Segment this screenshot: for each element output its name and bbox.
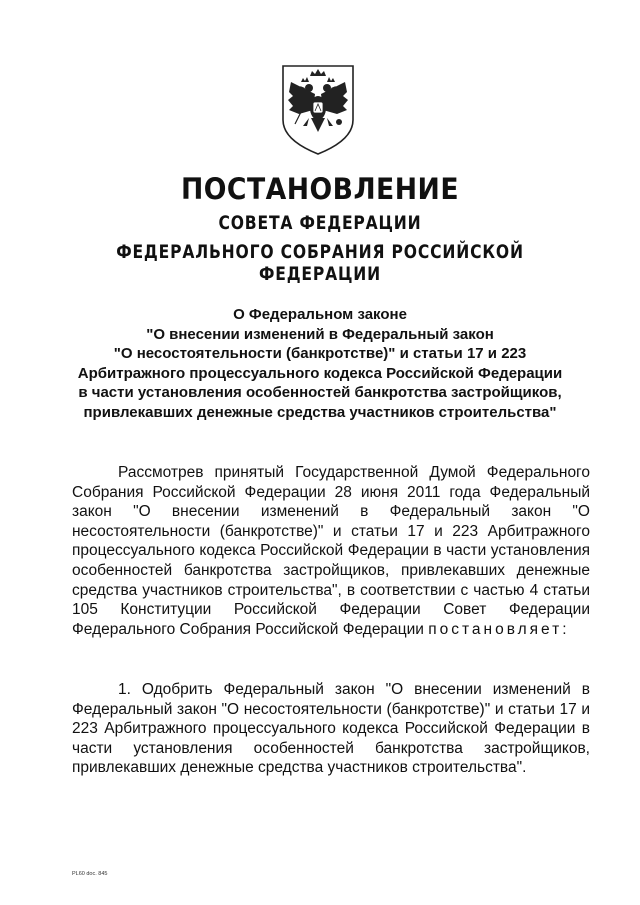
document-issuer-line2: ФЕДЕРАЛЬНОГО СОБРАНИЯ РОССИЙСКОЙ ФЕДЕРАЦИИ bbox=[116, 241, 524, 285]
subject-line: в части установления особенностей банкротства застройщиков, bbox=[78, 384, 562, 401]
body-paragraph-preamble bbox=[72, 463, 590, 639]
document-title: ПОСТАНОВЛЕНИЕ bbox=[180, 172, 460, 206]
document-subject bbox=[40, 305, 600, 422]
subject-line: "О несостоятельности (банкротстве)" и статьи 17 и 223 bbox=[113, 345, 527, 362]
document-code: PL60 doc. 845 bbox=[72, 871, 108, 877]
coat-of-arms-emblem-icon bbox=[279, 62, 357, 156]
resolution-verb: постановляет: bbox=[428, 620, 570, 638]
preamble-text: Рассмотрев принятый Государственной Думой Федерального Собрания Российской Федерации 28 июня 2011 года Федеральный закон "О внесении изменений в Федеральный закон "О несостоятельности (банкротстве)" и статьи 17 и 223 Арбитражного процессуального кодекса Российской Федерации в части установления особенностей банкротства застройщиков, привлекавших денежные средства участников строительства", в соответствии с частью 4 статьи 105 Конституции Российской Федерации Совет Федерации Федерального Собрания Российской Федерации bbox=[72, 464, 590, 638]
body-paragraph-item-1: 1. Одобрить Федеральный закон "О внесении изменений в Федеральный закон "О несостоятельности (банкротстве)" и статьи 17 и 223 Арбитражного процессуального кодекса Российской Федерации в части установления особенностей банкротства застройщиков, привлекавших денежные средства участников строительства". bbox=[72, 681, 590, 777]
subject-line: "О внесении изменений в Федеральный закон bbox=[146, 325, 494, 343]
subject-line: Арбитражного процессуального кодекса Российской Федерации bbox=[77, 364, 563, 382]
subject-line: О Федеральном законе bbox=[233, 306, 407, 323]
subject-line: привлекавших денежные средства участников строительства" bbox=[83, 403, 557, 421]
document-issuer-line1: СОВЕТА ФЕДЕРАЦИИ bbox=[218, 212, 422, 234]
